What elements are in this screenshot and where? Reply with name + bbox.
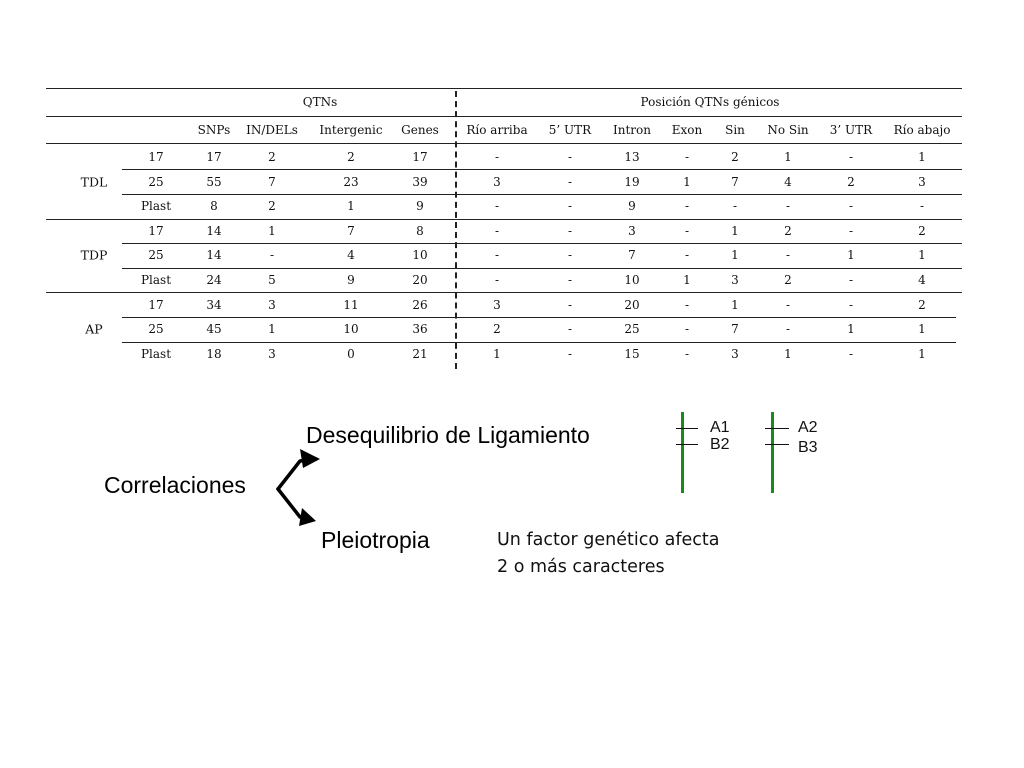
table-cell: 1 — [268, 322, 276, 337]
header-posicion: Posición QTNs génicos — [640, 95, 780, 109]
table-cell: 9 — [628, 199, 636, 214]
group-label-ap: AP — [85, 321, 103, 337]
table-cell: 2 — [918, 297, 926, 312]
table-cell: - — [494, 248, 500, 263]
column-header: Río arriba — [466, 123, 528, 137]
table-cell: 8 — [416, 223, 424, 238]
table-cell: - — [567, 346, 573, 361]
table-cell: 1 — [731, 223, 739, 238]
table-cell: - — [785, 248, 791, 263]
table-cell: 1 — [918, 322, 926, 337]
table-cell: 11 — [343, 297, 359, 312]
table-cell: - — [567, 174, 573, 189]
pleiotropia-label: Pleiotropia — [321, 527, 430, 553]
table-cell: - — [848, 150, 854, 164]
table-cell: 7 — [628, 248, 636, 263]
table-cell: 20 — [624, 297, 640, 312]
table-cell: 2 — [784, 223, 792, 238]
table-cell: 8 — [210, 199, 218, 214]
table-cell: - — [785, 322, 791, 337]
row-label: 17 — [148, 150, 164, 164]
table-cell: 14 — [206, 248, 222, 263]
chromosome-2-locus-b: B3 — [798, 439, 818, 456]
table-cell: 21 — [412, 346, 428, 361]
table-cell: 9 — [416, 199, 424, 214]
table-cell: 20 — [412, 273, 428, 287]
correlaciones-label: Correlaciones — [104, 472, 246, 498]
column-header: Sin — [725, 123, 745, 137]
pleiotropia-desc-line2: 2 o más caracteres — [497, 557, 665, 577]
table-cell: 26 — [412, 297, 428, 312]
table-cell: 2 — [918, 223, 926, 238]
table-cell: - — [848, 273, 854, 287]
table-cell: 1 — [847, 248, 855, 263]
table-cell: 10 — [624, 273, 640, 287]
table-cell: - — [919, 199, 925, 214]
group-label-tdp: TDP — [80, 247, 108, 263]
table-cell: - — [848, 297, 854, 312]
column-header: 3’ UTR — [829, 123, 873, 137]
table-cell: 3 — [493, 174, 501, 189]
table-cell: 2 — [347, 150, 355, 164]
pleiotropia-desc-line1: Un factor genético afecta — [497, 530, 720, 550]
table-cell: 1 — [918, 150, 926, 164]
arrow-up-head — [300, 449, 320, 468]
chromosome-2-tick-a — [765, 428, 789, 429]
table-cell: 17 — [412, 150, 428, 164]
group-label-tdl: TDL — [80, 174, 108, 190]
table-cell: 24 — [206, 273, 222, 287]
table-cell: - — [494, 223, 500, 238]
row-label: Plast — [140, 273, 172, 287]
table-cell: - — [567, 248, 573, 263]
row-label: 17 — [148, 223, 164, 238]
column-header: IN/DELs — [246, 123, 298, 137]
chromosome-1-locus-b: B2 — [710, 436, 730, 453]
table-cell: 2 — [268, 199, 276, 214]
table-cell: 1 — [683, 273, 691, 287]
table-cell: 45 — [206, 322, 222, 337]
table-cell: 1 — [784, 150, 792, 164]
table-cell: - — [269, 248, 275, 263]
table-cell: 3 — [731, 273, 739, 287]
table-cell: - — [567, 322, 573, 337]
table-cell: - — [684, 248, 690, 263]
table-cell: 14 — [206, 223, 222, 238]
column-header: Río abajo — [893, 123, 951, 137]
table-cell: 4 — [347, 248, 355, 263]
desequilibrio-label: Desequilibrio de Ligamiento — [306, 422, 590, 448]
table-cell: - — [732, 199, 738, 214]
column-header: Intron — [613, 123, 651, 137]
table-cell: 2 — [847, 174, 855, 189]
table-cell: 1 — [347, 199, 355, 214]
chromosome-1-tick-a — [676, 428, 698, 429]
row-label: 25 — [148, 248, 164, 263]
table-cell: 7 — [347, 223, 355, 238]
table-cell: 4 — [784, 174, 792, 189]
table-cell: - — [848, 346, 854, 361]
column-header: Exon — [671, 123, 703, 137]
table-cell: 4 — [918, 273, 926, 287]
table-cell: 13 — [624, 150, 640, 164]
table-cell: - — [494, 150, 500, 164]
table-cell: 23 — [343, 174, 359, 189]
table-cell: - — [567, 150, 573, 164]
chromosome-2-tick-b — [765, 444, 789, 445]
table-cell: - — [848, 199, 854, 214]
table-cell: 17 — [206, 150, 222, 164]
table-cell: 3 — [628, 223, 636, 238]
table-cell: - — [848, 223, 854, 238]
table-cell: 1 — [731, 248, 739, 263]
table-cell: 2 — [493, 322, 501, 337]
table-cell: - — [785, 297, 791, 312]
table-cell: 1 — [268, 223, 276, 238]
chromosome-2 — [771, 412, 774, 493]
table-cell: 0 — [347, 346, 355, 361]
row-label: 25 — [148, 174, 164, 189]
chromosome-1-tick-b — [676, 444, 698, 445]
table-cell: 1 — [731, 297, 739, 312]
table-cell: 2 — [784, 273, 792, 287]
table-cell: 3 — [918, 174, 926, 189]
table-cell: - — [494, 273, 500, 287]
table-cell: 3 — [268, 346, 276, 361]
table-cell: 15 — [624, 346, 640, 361]
table-cell: 1 — [847, 322, 855, 337]
table-cell: 7 — [268, 174, 276, 189]
arrow-down-head — [299, 508, 316, 526]
column-header: Genes — [401, 123, 439, 137]
chromosome-2-locus-a: A2 — [798, 419, 818, 436]
table-cell: 2 — [268, 150, 276, 164]
table-cell: - — [684, 223, 690, 238]
table-cell: 3 — [493, 297, 501, 312]
table-cell: - — [567, 223, 573, 238]
table-cell: 55 — [206, 174, 222, 189]
table-cell: 3 — [731, 346, 739, 361]
header-qtns: QTNs — [302, 95, 338, 109]
column-header: No Sin — [767, 123, 809, 137]
table-cell: 10 — [343, 322, 359, 337]
table-cell: 25 — [624, 322, 640, 337]
table-cell: - — [567, 297, 573, 312]
table-cell: 1 — [493, 346, 501, 361]
table-cell: - — [567, 273, 573, 287]
table-cell: 9 — [347, 273, 355, 287]
table-cell: - — [494, 199, 500, 214]
column-header: Intergenic — [319, 123, 383, 137]
table-cell: 18 — [206, 346, 222, 361]
table-cell: 19 — [624, 174, 640, 189]
table-cell: - — [684, 322, 690, 337]
table-cell: - — [684, 150, 690, 164]
table-cell: 36 — [412, 322, 428, 337]
table-cell: - — [684, 346, 690, 361]
table-cell: 1 — [918, 346, 926, 361]
table-cell: 5 — [268, 273, 276, 287]
column-header: 5’ UTR — [548, 123, 592, 137]
row-label: 25 — [148, 322, 164, 337]
table-cell: 7 — [731, 174, 739, 189]
table-cell: - — [684, 199, 690, 214]
table-cell: 3 — [268, 297, 276, 312]
table-cell: 34 — [206, 297, 222, 312]
row-label: Plast — [140, 199, 172, 214]
table-cell: 1 — [683, 174, 691, 189]
column-header: SNPs — [197, 123, 231, 137]
chromosome-1-locus-a: A1 — [710, 419, 730, 436]
table-cell: 1 — [918, 248, 926, 263]
table-cell: 7 — [731, 322, 739, 337]
table-cell: 2 — [731, 150, 739, 164]
chromosome-1 — [681, 412, 684, 493]
table-cell: 39 — [412, 174, 428, 189]
table-cell: - — [684, 297, 690, 312]
row-label: 17 — [148, 297, 164, 312]
table-cell: 10 — [412, 248, 428, 263]
table-cell: 1 — [784, 346, 792, 361]
table-cell: - — [567, 199, 573, 214]
row-label: Plast — [140, 346, 172, 361]
table-cell: - — [785, 199, 791, 214]
